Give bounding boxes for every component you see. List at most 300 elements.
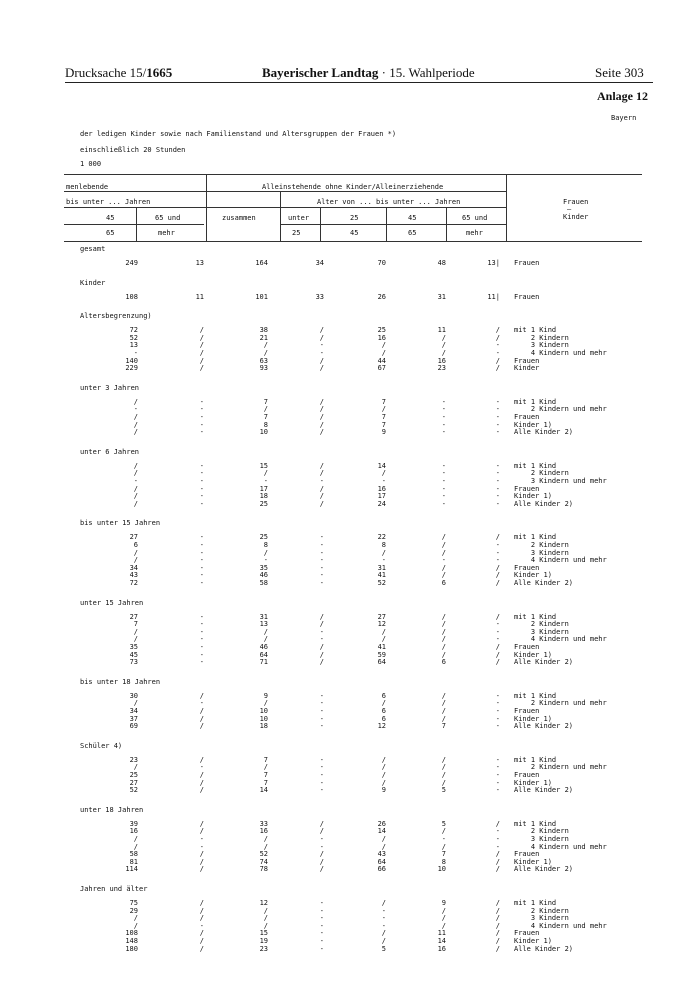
table-cell: 70 bbox=[377, 259, 386, 267]
table-cell: 31 bbox=[377, 563, 386, 572]
table-cell: / bbox=[381, 771, 386, 779]
table-cell: - bbox=[495, 699, 500, 708]
table-cell: / bbox=[319, 461, 324, 470]
table-cell: - bbox=[319, 627, 324, 636]
table-cell: / bbox=[441, 771, 446, 779]
table-cell: / bbox=[199, 778, 204, 787]
zusammen-header: zusammen bbox=[222, 214, 256, 222]
table-cell: / bbox=[133, 428, 138, 437]
table-cell: 10 bbox=[259, 707, 268, 715]
table-cell: 7 bbox=[263, 755, 268, 764]
table-cell: - bbox=[495, 541, 500, 549]
table-cell: - bbox=[441, 492, 446, 501]
table-cell: / bbox=[441, 921, 446, 930]
table-cell: / bbox=[495, 850, 500, 859]
table-cell: - bbox=[199, 469, 204, 478]
table-cell: - bbox=[495, 714, 500, 723]
table-cell: / bbox=[263, 548, 268, 557]
row-label: Kinder 1) bbox=[514, 571, 552, 580]
header-rule-2 bbox=[64, 207, 506, 208]
table-cell: 7 bbox=[263, 397, 268, 406]
table-cell: 25 bbox=[259, 533, 268, 542]
table-cell: - bbox=[199, 541, 204, 549]
table-cell: 58 bbox=[259, 579, 268, 587]
table-cell: - bbox=[495, 707, 500, 715]
table-cell: / bbox=[199, 914, 204, 923]
annex-label: Anlage 12 bbox=[597, 89, 648, 103]
row-label: Frauen bbox=[514, 259, 540, 267]
table-cell: / bbox=[381, 835, 386, 843]
row-label: Kinder 1) bbox=[514, 420, 552, 429]
row-label: mit 1 Kind bbox=[514, 533, 557, 542]
table-cell: 10 bbox=[259, 428, 268, 437]
table-cell: 7 bbox=[263, 413, 268, 421]
table-cell: 23 bbox=[129, 755, 138, 764]
table-cell: - bbox=[199, 579, 204, 587]
row-label: mit 1 Kind bbox=[514, 326, 557, 335]
table-cell: 39 bbox=[129, 819, 138, 828]
row-label: Kinder 1) bbox=[514, 650, 552, 659]
row-label: 4 Kindern und mehr bbox=[514, 635, 607, 644]
table-cell: / bbox=[133, 397, 138, 406]
table-cell: 14 bbox=[377, 461, 386, 470]
row-label: 3 Kindern bbox=[514, 341, 569, 350]
table-cell: / bbox=[319, 492, 324, 501]
table-cell: 11 bbox=[437, 929, 446, 938]
header-rule-3 bbox=[280, 224, 506, 225]
table-cell: - bbox=[319, 349, 324, 357]
table-cell: 8 bbox=[381, 541, 386, 549]
row-label: 4 Kindern und mehr bbox=[514, 842, 607, 851]
table-cell: - bbox=[495, 405, 500, 414]
table-cell: 6 bbox=[441, 658, 446, 667]
table-cell: / bbox=[199, 356, 204, 365]
table-cell: 6 bbox=[441, 579, 446, 587]
table-cell: / bbox=[199, 929, 204, 938]
parliament-name: Bayerischer Landtag bbox=[262, 65, 379, 80]
table-top-rule bbox=[64, 174, 642, 175]
table-cell: / bbox=[133, 413, 138, 421]
table-cell: - bbox=[319, 937, 324, 945]
table-cell: 140 bbox=[125, 356, 138, 365]
table-cell: / bbox=[441, 906, 446, 915]
frauen-dash: — bbox=[567, 205, 572, 213]
table-cell: / bbox=[441, 541, 446, 549]
table-cell: / bbox=[199, 899, 204, 907]
unit-label: 1 000 bbox=[80, 160, 102, 168]
row-label: Frauen bbox=[514, 356, 540, 365]
table-cell: - bbox=[199, 921, 204, 930]
table-cell: / bbox=[199, 944, 204, 953]
table-cell: 114 bbox=[125, 865, 138, 874]
table-cell: - bbox=[495, 556, 500, 565]
table-cell: 78 bbox=[259, 865, 268, 874]
table-cell: 15 bbox=[259, 929, 268, 938]
table-cell: 27 bbox=[129, 533, 138, 542]
table-cell: 5 bbox=[441, 786, 446, 795]
table-cell: - bbox=[199, 548, 204, 557]
table-cell: - bbox=[495, 420, 500, 429]
row-label: Frauen bbox=[514, 413, 540, 421]
table-cell: - bbox=[199, 835, 204, 843]
table-cell: / bbox=[263, 627, 268, 636]
table-cell: - bbox=[319, 714, 324, 723]
table-cell: - bbox=[495, 635, 500, 644]
table-cell: - bbox=[495, 786, 500, 795]
table-cell: - bbox=[319, 835, 324, 843]
table-cell: 48 bbox=[437, 259, 446, 267]
table-cell: - bbox=[263, 556, 268, 565]
table-cell: - bbox=[495, 499, 500, 508]
row-label: Kinder 1) bbox=[514, 937, 552, 945]
section-title: gesamt bbox=[80, 245, 106, 253]
table-cell: 8 bbox=[263, 541, 268, 549]
table-cell: 27 bbox=[129, 778, 138, 787]
table-cell: / bbox=[133, 461, 138, 470]
table-cell: 24 bbox=[377, 499, 386, 508]
table-cell: 6 bbox=[381, 707, 386, 715]
table-cell: - bbox=[263, 477, 268, 485]
table-cell: / bbox=[199, 906, 204, 915]
table-cell: / bbox=[495, 650, 500, 659]
table-cell: - bbox=[495, 771, 500, 779]
table-cell: - bbox=[319, 771, 324, 779]
header-vline-6 bbox=[386, 207, 387, 242]
table-cell: 12 bbox=[377, 620, 386, 629]
table-cell: / bbox=[495, 533, 500, 542]
header-vline-5 bbox=[320, 207, 321, 242]
row-label: Frauen bbox=[514, 292, 540, 301]
table-cell: / bbox=[381, 842, 386, 851]
row-label: mit 1 Kind bbox=[514, 461, 557, 470]
table-cell: - bbox=[199, 405, 204, 414]
col-a1-bot: 65 bbox=[106, 229, 115, 237]
table-cell: - bbox=[319, 699, 324, 708]
table-cell: / bbox=[381, 929, 386, 938]
table-cell: - bbox=[495, 691, 500, 700]
row-label: Alle Kinder 2) bbox=[514, 865, 574, 874]
table-cell: 16 bbox=[129, 827, 138, 836]
table-cell: - bbox=[133, 405, 138, 414]
table-cell: / bbox=[441, 533, 446, 542]
table-cell: / bbox=[263, 349, 268, 357]
table-cell: / bbox=[441, 699, 446, 708]
table-cell: / bbox=[133, 556, 138, 565]
table-cell: / bbox=[199, 786, 204, 795]
table-cell: / bbox=[495, 819, 500, 828]
table-cell: - bbox=[381, 477, 386, 485]
table-cell: / bbox=[319, 620, 324, 629]
region-label: Bayern bbox=[611, 114, 637, 122]
row-label: 2 Kindern und mehr bbox=[514, 699, 607, 708]
table-cell: - bbox=[319, 921, 324, 930]
table-cell: / bbox=[495, 356, 500, 365]
table-cell: / bbox=[199, 937, 204, 945]
table-cell: / bbox=[133, 921, 138, 930]
table-cell: / bbox=[319, 857, 324, 866]
table-cell: 148 bbox=[125, 937, 138, 945]
table-cell: / bbox=[133, 548, 138, 557]
col-a2-bot: mehr bbox=[158, 229, 175, 237]
table-cell: 46 bbox=[259, 643, 268, 651]
table-cell: 27 bbox=[377, 612, 386, 621]
table-cell: - bbox=[199, 635, 204, 644]
table-cell: 108 bbox=[125, 929, 138, 938]
table-cell: 72 bbox=[129, 326, 138, 335]
table-cell: 46 bbox=[259, 571, 268, 580]
table-cell: - bbox=[495, 477, 500, 485]
table-cell: 13 bbox=[259, 620, 268, 629]
row-label: 4 Kindern und mehr bbox=[514, 556, 607, 565]
alter-header: Alter von ... bis unter ... Jahren bbox=[317, 198, 461, 206]
table-cell: 229 bbox=[125, 364, 138, 373]
table-cell: / bbox=[263, 699, 268, 708]
table-cell: / bbox=[319, 356, 324, 365]
row-label: 3 Kindern bbox=[514, 914, 569, 923]
row-label: Frauen bbox=[514, 563, 540, 572]
table-cell: 41 bbox=[377, 571, 386, 580]
row-label: mit 1 Kind bbox=[514, 755, 557, 764]
table-cell: / bbox=[495, 921, 500, 930]
table-cell: / bbox=[319, 397, 324, 406]
section-title: Kinder bbox=[80, 278, 106, 287]
col-a1-top: 45 bbox=[106, 214, 115, 222]
row-label: Alle Kinder 2) bbox=[514, 658, 574, 667]
table-cell: 14 bbox=[377, 827, 386, 836]
table-cell: - bbox=[199, 499, 204, 508]
col-a-header: menlebende bbox=[66, 183, 109, 191]
row-label: 2 Kindern und mehr bbox=[514, 405, 607, 414]
section-title: unter 15 Jahren bbox=[80, 598, 144, 607]
table-cell: - bbox=[495, 755, 500, 764]
table-cell: - bbox=[495, 548, 500, 557]
table-cell: 64 bbox=[377, 658, 386, 667]
table-cell: - bbox=[495, 627, 500, 636]
table-cell: / bbox=[319, 428, 324, 437]
table-cell: 69 bbox=[129, 722, 138, 731]
table-cell: 11 bbox=[195, 292, 204, 301]
table-cell: - bbox=[441, 397, 446, 406]
row-label: mit 1 Kind bbox=[514, 899, 557, 907]
b1-bot: 25 bbox=[292, 229, 301, 237]
table-cell: 7 bbox=[381, 413, 386, 421]
b4-top: 65 und bbox=[462, 214, 488, 222]
row-label: mit 1 Kind bbox=[514, 819, 557, 828]
doc-number-value: 1665 bbox=[146, 65, 173, 80]
table-cell: / bbox=[495, 571, 500, 580]
b3-bot: 65 bbox=[408, 229, 417, 237]
table-cell: / bbox=[199, 755, 204, 764]
b3-top: 45 bbox=[408, 214, 417, 222]
table-cell: / bbox=[441, 333, 446, 342]
section-title: Schüler 4) bbox=[80, 741, 123, 750]
table-cell: - bbox=[495, 397, 500, 406]
table-cell: - bbox=[319, 929, 324, 938]
table-cell: / bbox=[441, 842, 446, 851]
b1-top: unter bbox=[288, 214, 310, 222]
table-cell: - bbox=[199, 612, 204, 621]
table-cell: 45 bbox=[129, 650, 138, 659]
table-cell: 22 bbox=[377, 533, 386, 542]
doc-prefix: Drucksache 15/ bbox=[65, 65, 147, 80]
table-cell: / bbox=[495, 929, 500, 938]
table-cell: - bbox=[319, 763, 324, 772]
table-cell: 11| bbox=[487, 292, 500, 301]
table-cell: 52 bbox=[129, 786, 138, 795]
table-cell: 67 bbox=[377, 364, 386, 373]
table-cell: - bbox=[319, 556, 324, 565]
table-cell: / bbox=[441, 563, 446, 572]
table-cell: 17 bbox=[377, 492, 386, 501]
table-cell: 108 bbox=[125, 292, 138, 301]
table-cell: / bbox=[441, 755, 446, 764]
table-cell: / bbox=[381, 778, 386, 787]
b2-top: 25 bbox=[350, 214, 359, 222]
table-cell: / bbox=[495, 899, 500, 907]
header-vline-3 bbox=[136, 207, 137, 242]
table-cell: / bbox=[381, 548, 386, 557]
table-cell: 26 bbox=[377, 292, 386, 301]
table-cell: - bbox=[495, 349, 500, 357]
row-label: Kinder 1) bbox=[514, 492, 552, 501]
table-cell: / bbox=[319, 643, 324, 651]
row-label: mit 1 Kind bbox=[514, 397, 557, 406]
table-cell: / bbox=[381, 635, 386, 644]
table-cell: / bbox=[319, 612, 324, 621]
table-cell: 52 bbox=[377, 579, 386, 587]
table-cell: 10 bbox=[437, 865, 446, 874]
table-cell: / bbox=[441, 620, 446, 629]
row-label: 2 Kindern und mehr bbox=[514, 763, 607, 772]
table-cell: 7 bbox=[263, 771, 268, 779]
table-cell: 16 bbox=[377, 333, 386, 342]
table-cell: - bbox=[199, 643, 204, 651]
table-cell: 9 bbox=[381, 428, 386, 437]
table-cell: - bbox=[319, 899, 324, 907]
table-cell: 73 bbox=[129, 658, 138, 667]
section-title: Jahren und älter bbox=[80, 885, 148, 893]
table-cell: / bbox=[133, 627, 138, 636]
table-cell: / bbox=[319, 469, 324, 478]
group-header: Alleinstehende ohne Kinder/Alleinerziehende bbox=[262, 183, 444, 191]
table-cell: 7 bbox=[381, 397, 386, 406]
table-cell: 26 bbox=[377, 819, 386, 828]
table-cell: 58 bbox=[129, 850, 138, 859]
table-cell: 9 bbox=[263, 691, 268, 700]
table-cell: - bbox=[319, 563, 324, 572]
table-cell: / bbox=[263, 763, 268, 772]
b2-bot: 45 bbox=[350, 229, 359, 237]
col-a2-top: 65 und bbox=[155, 214, 181, 222]
row-label: Kinder 1) bbox=[514, 714, 552, 723]
table-cell: / bbox=[319, 819, 324, 828]
header-rule bbox=[65, 82, 653, 83]
table-cell: / bbox=[441, 548, 446, 557]
row-label: Kinder 1) bbox=[514, 857, 552, 866]
table-cell: 14 bbox=[437, 937, 446, 945]
table-cell: - bbox=[199, 658, 204, 667]
table-cell: 12 bbox=[259, 899, 268, 907]
table-cell: - bbox=[319, 944, 324, 953]
table-cell: - bbox=[441, 420, 446, 429]
table-cell: - bbox=[319, 691, 324, 700]
table-cell: - bbox=[199, 763, 204, 772]
table-cell: / bbox=[263, 469, 268, 478]
table-cell: / bbox=[319, 850, 324, 859]
table-cell: / bbox=[133, 492, 138, 501]
table-cell: 25 bbox=[377, 326, 386, 335]
row-label: Frauen bbox=[514, 643, 540, 651]
table-cell: - bbox=[199, 563, 204, 572]
row-label: Frauen bbox=[514, 929, 540, 938]
table-cell: 15 bbox=[259, 461, 268, 470]
table-cell: 7 bbox=[133, 620, 138, 629]
table-cell: - bbox=[441, 556, 446, 565]
table-cell: - bbox=[319, 914, 324, 923]
header-vline-4 bbox=[280, 191, 281, 242]
table-cell: - bbox=[319, 341, 324, 350]
row-label: 3 Kindern bbox=[514, 627, 569, 636]
table-cell: 52 bbox=[129, 333, 138, 342]
header-rule-4 bbox=[64, 224, 204, 225]
table-cell: - bbox=[319, 722, 324, 731]
table-cell: / bbox=[319, 333, 324, 342]
table-cell: / bbox=[441, 763, 446, 772]
table-cell: / bbox=[199, 707, 204, 715]
col-a-sub: bis unter ... Jahren bbox=[66, 198, 151, 206]
table-cell: 59 bbox=[377, 650, 386, 659]
table-cell: / bbox=[495, 333, 500, 342]
table-cell: / bbox=[381, 755, 386, 764]
table-cell: - bbox=[199, 571, 204, 580]
table-cell: / bbox=[495, 326, 500, 335]
table-cell: - bbox=[381, 921, 386, 930]
row-label: Alle Kinder 2) bbox=[514, 499, 574, 508]
table-cell: - bbox=[495, 413, 500, 421]
table-cell: 33 bbox=[315, 292, 324, 301]
table-cell: / bbox=[199, 341, 204, 350]
row-label: 2 Kindern bbox=[514, 620, 569, 629]
table-cell: - bbox=[441, 484, 446, 493]
table-cell: - bbox=[199, 484, 204, 493]
table-cell: 35 bbox=[129, 643, 138, 651]
table-cell: - bbox=[495, 842, 500, 851]
table-cell: 37 bbox=[129, 714, 138, 723]
table-cell: - bbox=[495, 492, 500, 501]
table-cell: - bbox=[319, 635, 324, 644]
row-label: 3 Kindern bbox=[514, 548, 569, 557]
table-cell: - bbox=[319, 842, 324, 851]
table-cell: 6 bbox=[381, 714, 386, 723]
table-cell: - bbox=[199, 650, 204, 659]
table-cell: 5 bbox=[381, 944, 386, 953]
table-cell: 34 bbox=[315, 259, 324, 267]
table-cell: / bbox=[263, 914, 268, 923]
table-cell: / bbox=[441, 349, 446, 357]
table-cell: / bbox=[199, 364, 204, 373]
table-cell: - bbox=[495, 484, 500, 493]
table-cell: - bbox=[495, 461, 500, 470]
table-cell: / bbox=[495, 857, 500, 866]
table-cell: / bbox=[319, 650, 324, 659]
table-cell: - bbox=[495, 827, 500, 836]
table-cell: / bbox=[441, 571, 446, 580]
table-cell: - bbox=[381, 556, 386, 565]
table-cell: - bbox=[199, 533, 204, 542]
table-cell: / bbox=[199, 865, 204, 874]
table-cell: 74 bbox=[259, 857, 268, 866]
table-cell: 6 bbox=[381, 691, 386, 700]
